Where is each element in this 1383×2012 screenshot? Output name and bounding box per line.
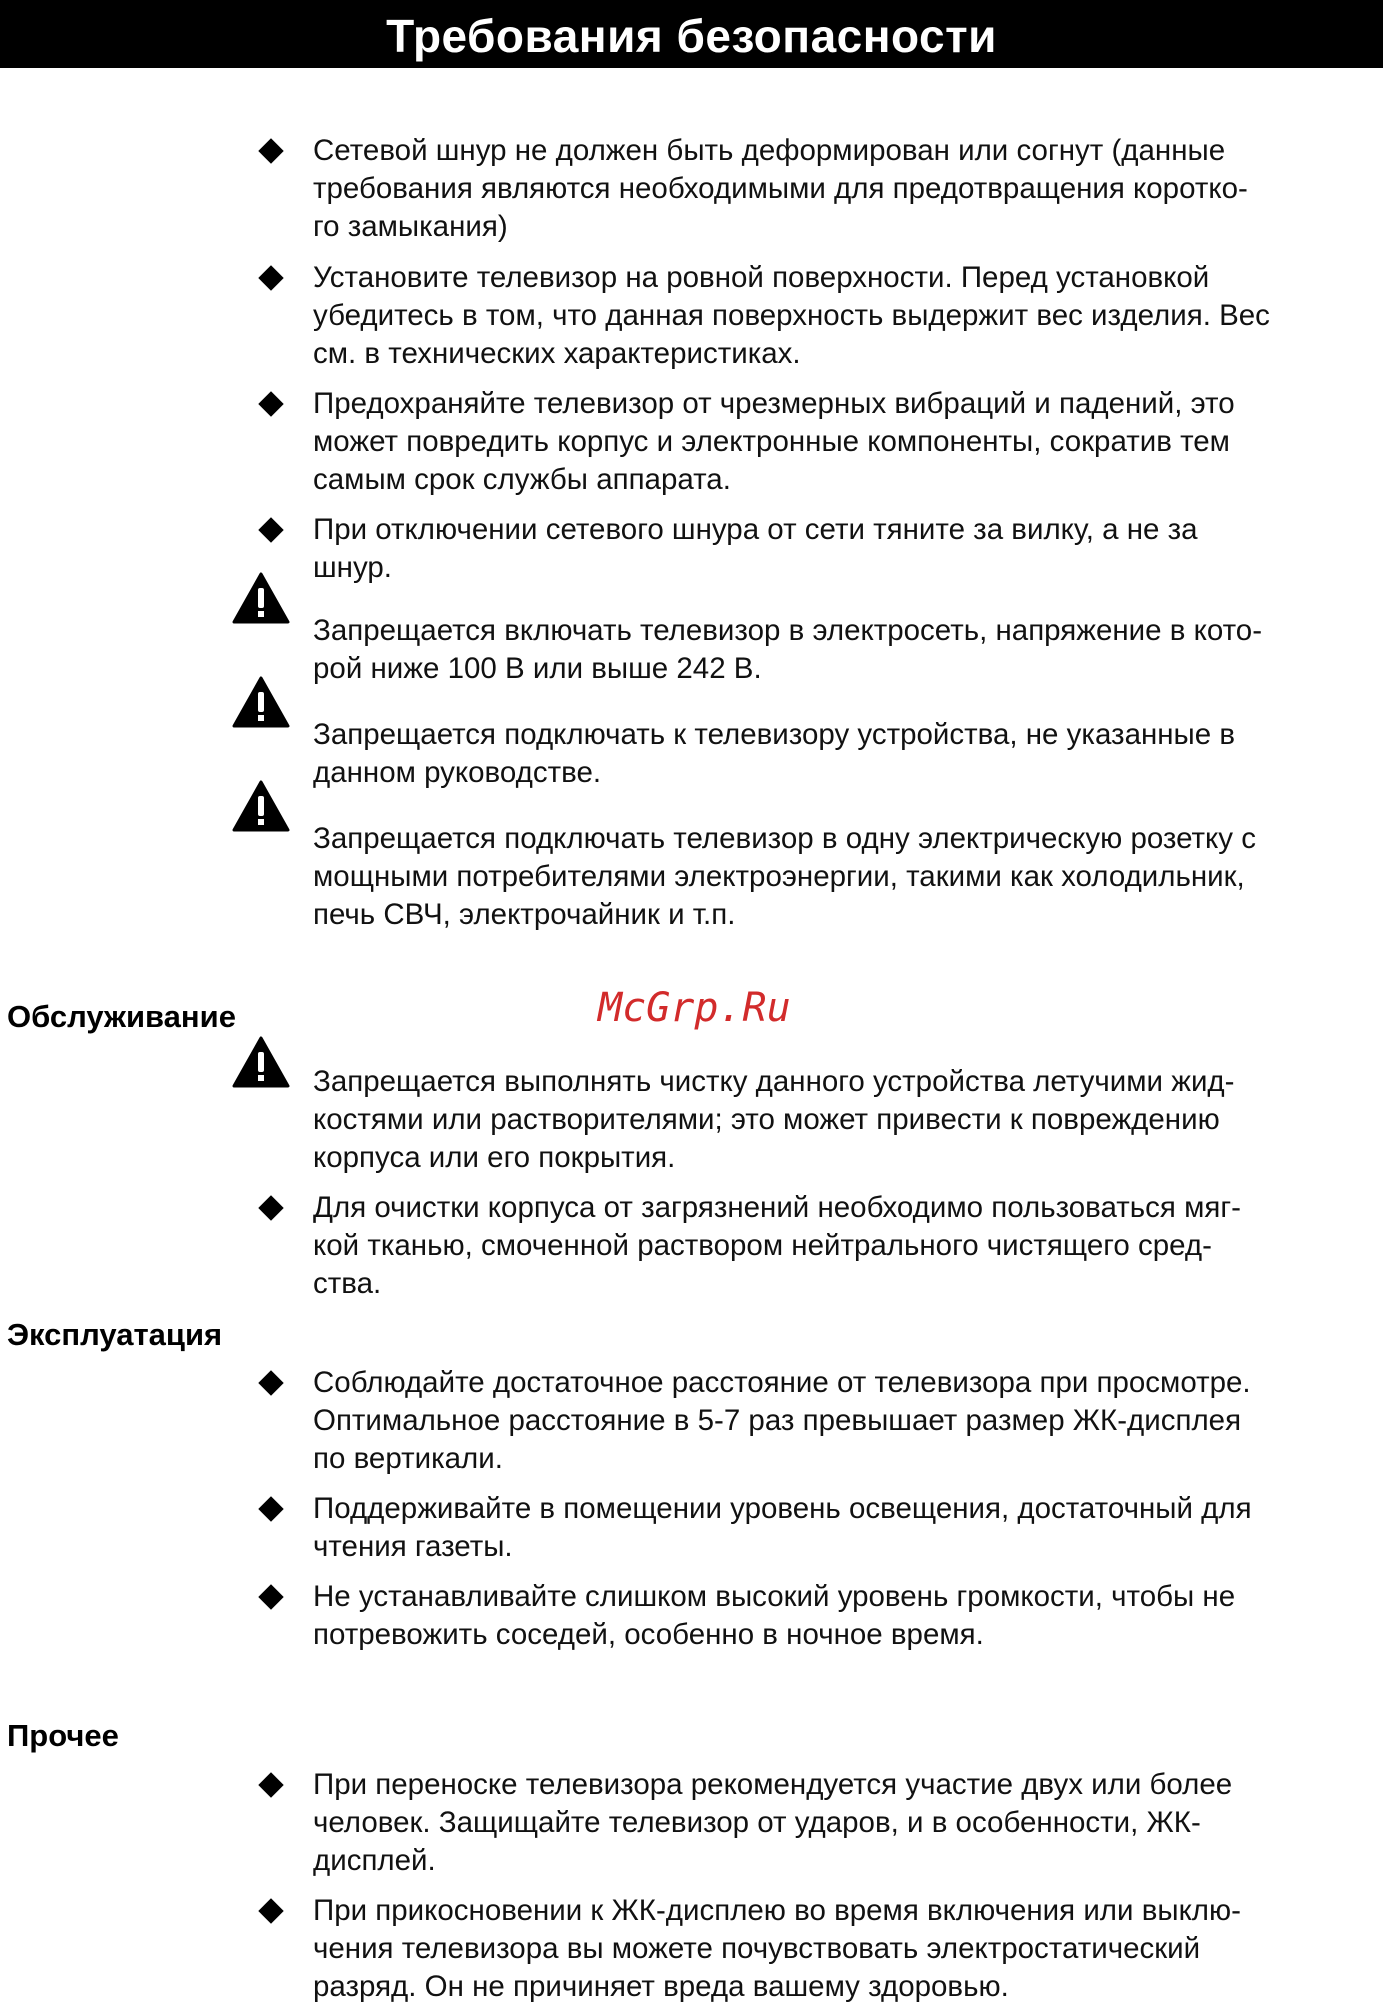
warning-triangle-icon bbox=[232, 1036, 290, 1088]
item-line: Запрещается подключать телевизор в одну электрическую розетку с bbox=[313, 822, 1256, 855]
diamond-bullet-icon bbox=[258, 1772, 283, 1797]
item-line: Запрещается включать телевизор в электросеть, напряжение в кото- bbox=[313, 614, 1263, 647]
item-line: Сетевой шнур не должен быть деформирован или согнут (данные bbox=[313, 134, 1226, 167]
item-line: см. в технических характеристиках. bbox=[313, 337, 801, 370]
item-line: Предохраняйте телевизор от чрезмерных вибраций и падений, это bbox=[313, 387, 1235, 420]
diamond-bullet-icon bbox=[258, 517, 283, 542]
item-line: печь СВЧ, электрочайник и т.п. bbox=[313, 898, 736, 931]
item-line: Поддерживайте в помещении уровень освещения, достаточный для bbox=[313, 1492, 1252, 1525]
item-line: кой тканью, смоченной раствором нейтрального чистящего сред- bbox=[313, 1229, 1212, 1262]
diamond-bullet-icon bbox=[258, 138, 283, 163]
page-title: Требования безопасности bbox=[386, 10, 997, 62]
item-line: го замыкания) bbox=[313, 210, 508, 243]
list-item bbox=[313, 1766, 1379, 1880]
item-line: чтения газеты. bbox=[313, 1530, 513, 1563]
item-line: убедитесь в том, что данная поверхность выдержит вес изделия. Вес bbox=[313, 299, 1270, 332]
item-line: может повредить корпус и электронные компоненты, сократив тем bbox=[313, 425, 1230, 458]
item-line: данном руководстве. bbox=[313, 756, 602, 789]
list-item bbox=[313, 259, 1379, 373]
item-line: Оптимальное расстояние в 5-7 раз превышает размер ЖК-дисплея bbox=[313, 1404, 1242, 1437]
diamond-bullet-icon bbox=[258, 265, 283, 290]
list-item bbox=[313, 385, 1379, 499]
diamond-bullet-icon bbox=[258, 1195, 283, 1220]
diamond-bullet-icon bbox=[258, 1496, 283, 1521]
item-line: Запрещается выполнять чистку данного устройства летучими жид- bbox=[313, 1065, 1235, 1098]
section-heading: Прочее bbox=[7, 1718, 119, 1753]
item-line: Не устанавливайте слишком высокий уровень громкости, чтобы не bbox=[313, 1580, 1236, 1613]
item-line: При прикосновении к ЖК-дисплею во время включения или выклю- bbox=[313, 1894, 1241, 1927]
warning-triangle-icon bbox=[232, 676, 290, 728]
item-line: разряд. Он не причиняет вреда вашему здоровью. bbox=[313, 1970, 1009, 2003]
item-line: по вертикали. bbox=[313, 1442, 503, 1475]
list-item bbox=[313, 820, 1379, 934]
section-heading: Обслуживание bbox=[7, 999, 236, 1034]
item-line: потревожить соседей, особенно в ночное время. bbox=[313, 1618, 984, 1651]
item-line: Для очистки корпуса от загрязнений необходимо пользоваться мяг- bbox=[313, 1191, 1241, 1224]
item-line: требования являются необходимыми для предотвращения коротко- bbox=[313, 172, 1248, 205]
list-item bbox=[313, 612, 1379, 688]
list-item bbox=[313, 1892, 1379, 2006]
item-line: дисплей. bbox=[313, 1844, 436, 1877]
item-line: мощными потребителями электроэнергии, такими как холодильник, bbox=[313, 860, 1245, 893]
item-line: корпуса или его покрытия. bbox=[313, 1141, 676, 1174]
item-line: костями или растворителями; это может привести к повреждению bbox=[313, 1103, 1220, 1136]
watermark: McGrp.Ru bbox=[598, 985, 791, 1031]
item-line: Соблюдайте достаточное расстояние от телевизора при просмотре. bbox=[313, 1366, 1251, 1399]
item-line: При переноске телевизора рекомендуется участие двух или более bbox=[313, 1768, 1233, 1801]
warning-triangle-icon bbox=[232, 780, 290, 832]
diamond-bullet-icon bbox=[258, 1898, 283, 1923]
item-line: Установите телевизор на ровной поверхности. Перед установкой bbox=[313, 261, 1210, 294]
item-line: человек. Защищайте телевизор от ударов, и в особенности, ЖК- bbox=[313, 1806, 1201, 1839]
item-line: Запрещается подключать к телевизору устройства, не указанные в bbox=[313, 718, 1236, 751]
item-line: чения телевизора вы можете почувствовать электростатический bbox=[313, 1932, 1201, 1965]
list-item bbox=[313, 511, 1379, 587]
item-line: При отключении сетевого шнура от сети тяните за вилку, а не за bbox=[313, 513, 1198, 546]
list-item bbox=[313, 1063, 1379, 1177]
diamond-bullet-icon bbox=[258, 391, 283, 416]
item-line: рой ниже 100 В или выше 242 В. bbox=[313, 652, 762, 685]
list-item bbox=[313, 1364, 1379, 1478]
diamond-bullet-icon bbox=[258, 1370, 283, 1395]
list-item bbox=[313, 132, 1379, 246]
section-heading: Эксплуатация bbox=[7, 1317, 223, 1352]
list-item bbox=[313, 1189, 1379, 1303]
list-item bbox=[313, 1578, 1379, 1654]
list-item bbox=[313, 716, 1379, 792]
diamond-bullet-icon bbox=[258, 1584, 283, 1609]
list-item bbox=[313, 1490, 1379, 1566]
warning-triangle-icon bbox=[232, 572, 290, 624]
item-line: самым срок службы аппарата. bbox=[313, 463, 731, 496]
item-line: шнур. bbox=[313, 551, 392, 584]
item-line: ства. bbox=[313, 1267, 382, 1300]
